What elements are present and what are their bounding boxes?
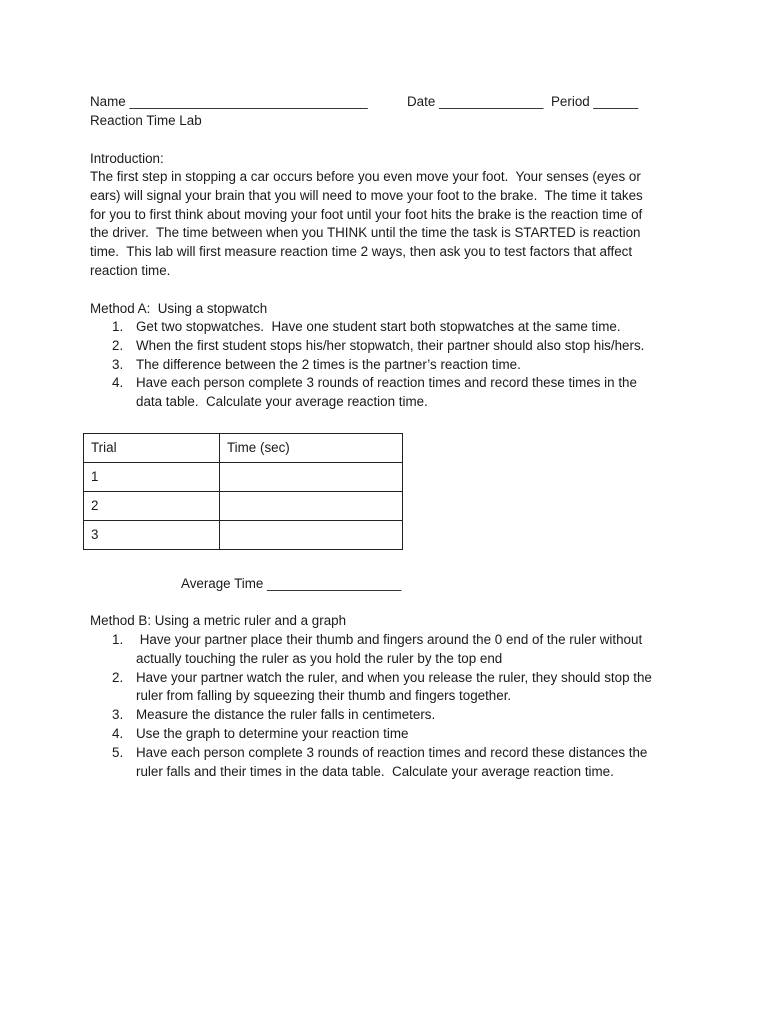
step-text: Use the graph to determine your reaction time [136,725,409,741]
step-text: data table. Calculate your average reaction time. [136,394,428,410]
method-b-steps [90,631,680,781]
table-row [84,492,403,521]
date-field: Date ______________ [407,94,544,109]
method-a-heading: Method A: Using a stopwatch [90,301,268,316]
step-text: Have each person complete 3 rounds of reaction times and record these distances the [136,744,648,760]
step-number: 3. [112,356,124,372]
introduction-line: The first step in stopping a car occurs before you even move your foot. Your senses (eyes or [90,169,641,184]
step-number: 1. [112,632,124,647]
step-number: 4. [112,725,124,741]
step-text: Get two stopwatches. Have one student start both stopwatches at the same time. [136,319,621,334]
list-item [90,725,680,744]
step-text: Measure the distance the ruler falls in centimeters. [136,707,436,723]
list-item [90,744,680,782]
introduction-heading: Introduction: [90,151,164,166]
list-item [90,374,680,412]
table-header-time: Time (sec) [220,434,403,463]
step-text: The difference between the 2 times is the partner’s reaction time. [136,356,521,372]
table-header-trial: Trial [84,434,220,463]
step-text: actually touching the ruler as you hold the ruler by the top end [136,650,503,666]
step-number: 4. [112,375,124,391]
method-a-steps [90,318,680,412]
list-item [90,706,680,725]
step-number: 5. [112,744,124,760]
step-text: Have each person complete 3 rounds of reaction times and record these times in the [136,375,637,391]
table-row [84,463,403,492]
step-text: ruler falls and their times in the data table. Calculate your average reaction time. [136,763,614,779]
step-text: Have your partner place their thumb and fingers around the 0 end of the ruler without [136,632,643,647]
list-item [90,337,680,356]
time-cell [220,463,403,492]
step-text: ruler from falling by squeezing their thumb and fingers together. [136,688,512,704]
step-text: Have your partner watch the ruler, and when you release the ruler, they should stop the [136,669,652,685]
step-number: 2. [112,337,124,353]
list-item [90,669,680,707]
step-number: 1. [112,319,124,334]
list-item [90,318,680,337]
trial-cell: 1 [84,463,220,492]
introduction-line: for you to first think about moving your foot until your foot hits the brake is the reaction time of [90,206,643,222]
average-time-field: Average Time __________________ [181,576,402,591]
page-title: Reaction Time Lab [90,113,202,128]
time-cell [220,521,403,550]
method-b-heading: Method B: Using a metric ruler and a graph [90,613,347,628]
time-cell [220,492,403,521]
reaction-time-table [83,433,403,550]
table-row [84,521,403,550]
period-field: Period ______ [551,94,639,109]
introduction-text [90,168,675,281]
introduction-line: ears) will signal your brain that you will need to move your foot to the brake. The time it takes [90,187,643,203]
introduction-line: reaction time. [90,262,171,278]
name-field: Name ________________________________ [90,94,368,109]
step-number: 3. [112,707,124,723]
trial-cell: 2 [84,492,220,521]
table-header-row [84,434,403,463]
step-text: When the first student stops his/her stopwatch, their partner should also stop his/hers. [136,337,645,353]
step-number: 2. [112,669,124,685]
introduction-line: the driver. The time between when you THINK until the time the task is STARTED is reaction [90,225,641,241]
list-item [90,631,680,669]
list-item [90,356,680,375]
trial-cell: 3 [84,521,220,550]
introduction-line: time. This lab will first measure reaction time 2 ways, then ask you to test factors that affect [90,244,633,260]
